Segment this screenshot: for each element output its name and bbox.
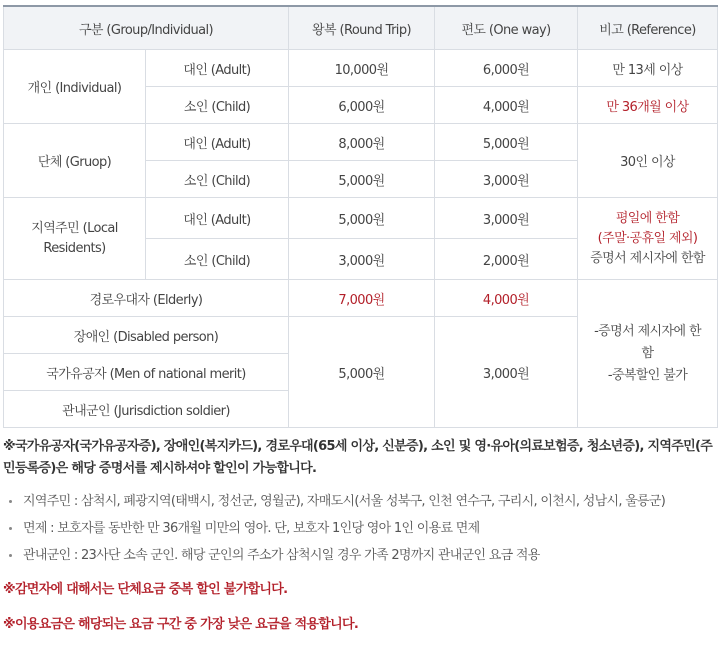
price-oneway: 3,000원 xyxy=(435,317,578,428)
label-adult: 대인 (Adult) xyxy=(146,50,289,87)
reference-note: 만 36개월 이상 xyxy=(578,87,718,124)
price-oneway: 2,000원 xyxy=(435,239,578,280)
no-group-duplicate-warning: ※감면자에 대해서는 단체요금 중복 할인 불가합니다. xyxy=(3,582,288,597)
table-row xyxy=(4,280,718,317)
bullet-icon xyxy=(9,527,12,530)
note-certificate-only-cont: 함 xyxy=(641,345,654,361)
group-group: 단체 (Gruop) xyxy=(4,124,146,198)
discount-requirement-note xyxy=(3,436,717,480)
lowest-fare-warning: ※이용요금은 해당되는 요금 구간 중 가장 낮은 요금을 적용합니다. xyxy=(3,617,359,632)
label-jurisdiction-soldier: 관내군인 (Jurisdiction soldier) xyxy=(4,391,289,428)
group-local-line2: Residents) xyxy=(43,240,106,256)
reference-note: 30인 이상 xyxy=(578,124,718,198)
group-individual: 개인 (Individual) xyxy=(4,50,146,124)
reference-note xyxy=(578,280,718,428)
price-oneway: 3,000원 xyxy=(435,161,578,198)
label-disabled: 장애인 (Disabled person) xyxy=(4,317,289,354)
label-child: 소인 (Child) xyxy=(146,239,289,280)
price-round: 3,000원 xyxy=(289,239,435,280)
label-elderly: 경로우대자 (Elderly) xyxy=(4,280,289,317)
label-child: 소인 (Child) xyxy=(146,87,289,124)
notes-section xyxy=(3,436,717,637)
price-round: 5,000원 xyxy=(289,198,435,239)
price-oneway: 6,000원 xyxy=(435,50,578,87)
price-oneway: 4,000원 xyxy=(435,87,578,124)
discount-note-line2: 민등록증)은 해당 증명서를 제시하셔야 할인이 가능합니다. xyxy=(3,461,317,476)
list-item-text: 관내군인 : 23사단 소속 군인. 해당 군인의 주소가 삼척시일 경우 가족 2명까지 관내군인 요금 적용 xyxy=(23,548,540,563)
discount-note-line1: ※국가유공자(국가유공자증), 장애인(복지카드), 경로우대(65세 이상, 신분증), 소인 및 영·유아(의료보험증, 청소년증), 지역주민(주 xyxy=(3,439,713,454)
label-national-merit: 국가유공자 (Men of national merit) xyxy=(4,354,289,391)
table-row xyxy=(4,124,718,161)
note-weekend-excluded: (주말·공휴일 제외) xyxy=(597,230,698,246)
group-local-residents xyxy=(4,198,146,280)
price-oneway: 4,000원 xyxy=(435,280,578,317)
header-one-way: 편도 (One way) xyxy=(435,6,578,50)
list-item-text: 면제 : 보호자를 동반한 만 36개월 미만의 영아. 단, 보호자 1인당 영아 1인 이용료 면제 xyxy=(23,521,480,536)
info-list xyxy=(3,488,717,569)
label-adult: 대인 (Adult) xyxy=(146,198,289,239)
table-header-row xyxy=(4,6,718,50)
list-item-text: 지역주민 : 삼척시, 폐광지역(태백시, 정선군, 영월군), 자매도시(서울 성북구, 인천 연수구, 구리시, 이천시, 성남시, 울릉군) xyxy=(23,494,666,509)
list-item xyxy=(3,488,717,515)
group-local-line1: 지역주민 (Local xyxy=(31,220,118,236)
reference-note xyxy=(578,198,718,280)
header-reference: 비고 (Reference) xyxy=(578,6,718,50)
price-round: 10,000원 xyxy=(289,50,435,87)
header-group: 구분 (Group/Individual) xyxy=(4,6,289,50)
table-row xyxy=(4,198,718,239)
price-round: 5,000원 xyxy=(289,161,435,198)
note-certificate-only: -증명서 제시자에 한 xyxy=(594,323,701,339)
price-round: 8,000원 xyxy=(289,124,435,161)
reference-note: 만 13세 이상 xyxy=(578,50,718,87)
price-round: 7,000원 xyxy=(289,280,435,317)
price-round: 6,000원 xyxy=(289,87,435,124)
price-oneway: 3,000원 xyxy=(435,198,578,239)
note-no-duplicate: -중복할인 불가 xyxy=(607,367,688,383)
list-item xyxy=(3,542,717,569)
header-round-trip: 왕복 (Round Trip) xyxy=(289,6,435,50)
note-weekday: 평일에 한함 xyxy=(615,210,680,226)
bullet-icon xyxy=(9,554,12,557)
list-item xyxy=(3,515,717,542)
note-certificate: 증명서 제시자에 한함 xyxy=(590,250,705,266)
bullet-icon xyxy=(9,500,12,503)
label-adult: 대인 (Adult) xyxy=(146,124,289,161)
price-round: 5,000원 xyxy=(289,317,435,428)
fare-table xyxy=(3,5,718,428)
price-oneway: 5,000원 xyxy=(435,124,578,161)
label-child: 소인 (Child) xyxy=(146,161,289,198)
table-row xyxy=(4,50,718,87)
